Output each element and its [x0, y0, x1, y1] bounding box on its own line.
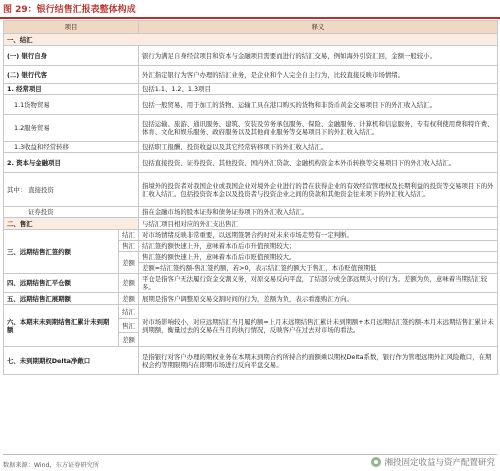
footer	[3, 454, 497, 471]
fx-settlement-table	[3, 20, 498, 375]
row-capital-financial-desc: 包括直接投资、证券投资、其他投资、国内外汇贷款、金融机构资金本外币转换等交易项目下的外汇收入结汇。	[139, 153, 498, 173]
row-outstanding-net: 差额	[119, 333, 139, 347]
row-direct-investment	[4, 173, 139, 207]
row-goods-trade: 1.1货物贸易	[4, 95, 139, 115]
row-goods-trade-desc: 包括一般贸易、用于加工的货物、运输工具在港口购买的货物和非货币黄金交易项目下的外汇收入结汇。	[139, 95, 498, 115]
row-income-transfer: 1.3收益和经常转移	[4, 142, 139, 153]
row-direct-investment-desc: 指境外的投资者对我国企业或我国企业对境外企业进行的旨在获得企业的有效经营管理权及长期利益的投资等交易项目下的外汇收入结汇。包括投资资本金以及投资者与投资企业之间的贷款和其他资金往来项下的外汇收入结汇。	[139, 173, 498, 207]
row-income-transfer-desc: 包括职工报酬、投资收益以及其它经常转移项下的外汇收入结汇。	[139, 142, 498, 153]
row-forward-signed-desc-a: 对市场情绪反映非常重要，以远期签署合约时对未来市场走势有一定判断。	[139, 230, 498, 241]
row-forward-signed-desc-c: 售汇签约额快速上升，意味着本币后市贬值预期较大。	[139, 252, 498, 263]
row-forward-signed-net: 差额	[119, 252, 139, 274]
header-definition: 释义	[139, 21, 498, 34]
row-option-delta-desc: 是指银行对客户办理的期权业务在本期末到期合约所持合约面额乘以期权Delta系数，银行作为管理远期外汇风险敞口，在期权会约等期限期内在即期市场进行反向平盘交易。	[139, 347, 498, 375]
row-forward-signed: 三、远期结售汇签约额	[4, 230, 119, 274]
section-sales-desc: 与结汇项目相对应的外汇支出售汇	[139, 218, 498, 230]
header-item: 项目	[4, 21, 139, 34]
row-forward-signed-desc-d: 差额=结汇签约额-售汇签约额，若>0，表示结汇签约额大于售汇，本币贬值预期低	[139, 263, 498, 274]
row-forward-signed-settle: 结汇	[119, 230, 139, 241]
row-portfolio-investment: 证券投资	[4, 207, 139, 218]
row-direct-investment-label: 直接投资	[28, 185, 54, 194]
row-bank-own: (一) 银行自身	[4, 46, 139, 66]
row-forward-signed-sale: 售汇	[119, 241, 139, 252]
row-forward-closeout-net: 差额	[119, 274, 139, 293]
row-outstanding-sale: 售汇	[119, 319, 139, 333]
row-services-trade: 1.2服务贸易	[4, 115, 139, 142]
wechat-icon	[371, 457, 381, 467]
row-current-account-desc: 包括1.1、1.2、1.3项目	[139, 84, 498, 95]
row-outstanding-settle: 结汇	[119, 305, 139, 319]
row-forward-signed-desc-b: 结汇签约额快速上升，意味着本币后市升值预期较大；	[139, 241, 498, 252]
section-settlement: 一、结汇	[4, 34, 498, 46]
watermark	[371, 456, 495, 468]
row-outstanding-desc: 对市场影响较小，对应远期结汇当月履约额=上月末远期结售汇累计未到期额+本月远期结汇签约额-本月末远期结售汇累计未到期额，衡量过去的交易在当月的执行情况，反映客户在过去对市场的看法。	[139, 305, 498, 347]
row-bank-own-desc: 银行为满足自身经营项目和资本与金融项目需要而进行的结汇交易，例如海外引资汇回，金额一般较小。	[139, 46, 498, 66]
row-capital-financial: 2. 资本与金融项目	[4, 153, 139, 173]
row-forward-rollover-net: 差额	[119, 293, 139, 305]
section-sales: 二、售汇	[4, 218, 139, 230]
data-source: 数据来源：Wind，东方证券研究所	[3, 462, 99, 469]
row-forward-rollover-desc: 展期是指客户调整原交易交割时间的行为，差额为负，表示看涨购汇方向。	[139, 293, 498, 305]
row-portfolio-investment-desc: 指在金融市场的股本证券和债务证券项下的外汇收入结汇。	[139, 207, 498, 218]
row-forward-rollover: 五、远期结售汇展期额	[4, 293, 119, 305]
row-direct-investment-prefix: 其中：	[7, 185, 27, 194]
row-forward-closeout-desc: 平仓是指客户无法履行资金交割义务，对原交易反向平盘，了结部分或全部远期头寸的行为。差额为负，意味着当期结汇较多。	[139, 274, 498, 293]
figure-title: 图 29：银行结售汇报表整体构成	[3, 5, 136, 15]
watermark-text: 湘投固定收益与资产配置研究	[384, 458, 495, 468]
row-current-account: 1. 经常项目	[4, 84, 139, 95]
row-bank-client: (二) 银行代客	[4, 66, 139, 84]
row-forward-closeout: 四、远期结售汇平仓额	[4, 274, 119, 293]
row-bank-client-desc: 外汇指定银行为客户办理的结汇业务，是企业和个人完全自主行为，比较直接反映市场情绪。	[139, 66, 498, 84]
row-services-trade-desc: 包括运输、旅游、通讯服务、建筑、安装及劳务承包服务、保险、金融服务、计算机和信息服务、专有权利使用费和特许费、体育、文化和娱乐服务、政府服务以及其他商业服务等交易项目下的外汇收入结汇。	[139, 115, 498, 142]
row-outstanding: 六、本期末未到期结售汇累计未到期额	[4, 305, 119, 347]
figure-title-bar	[0, 0, 500, 19]
row-option-delta: 七、未到期期权Delta净敞口	[4, 347, 139, 375]
